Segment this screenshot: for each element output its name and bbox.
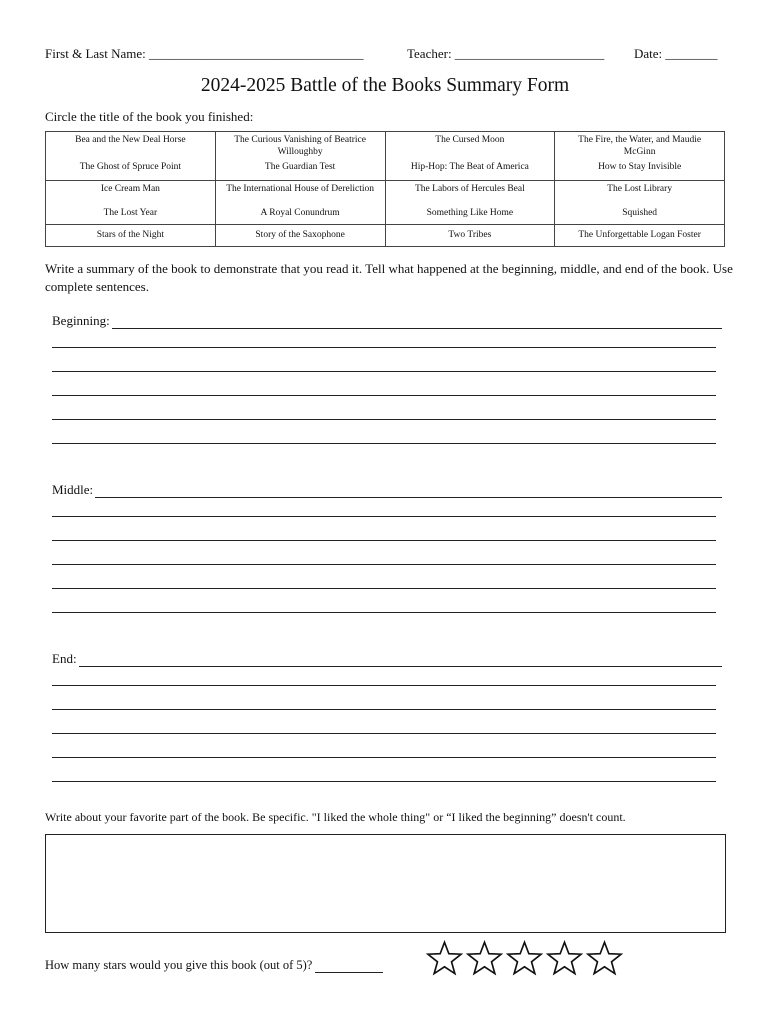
answer-line[interactable]	[52, 612, 716, 613]
answer-line[interactable]	[79, 654, 722, 667]
book-title-cell[interactable]: The International House of Dereliction	[215, 180, 385, 205]
middle-line[interactable]	[52, 482, 722, 498]
end-label: End:	[52, 651, 77, 666]
book-title-cell[interactable]: Hip-Hop: The Beat of America	[385, 159, 555, 180]
book-title-cell[interactable]: Squished	[555, 205, 725, 224]
book-title-cell[interactable]: The Lost Year	[46, 205, 216, 224]
book-title-cell[interactable]: The Cursed Moon	[385, 132, 555, 160]
book-title-cell[interactable]: The Fire, the Water, and Maudie McGinn	[555, 132, 725, 160]
answer-line[interactable]	[52, 757, 716, 758]
star-outline-icon[interactable]	[466, 940, 503, 976]
name-field[interactable]: First & Last Name: _________________________________	[45, 46, 364, 61]
answer-line[interactable]	[52, 419, 716, 420]
book-title-cell[interactable]: Stars of the Night	[46, 224, 216, 246]
book-title-cell[interactable]: The Unforgettable Logan Foster	[555, 224, 725, 246]
answer-line[interactable]	[52, 564, 716, 565]
answer-line[interactable]	[52, 540, 716, 541]
table-row	[46, 224, 725, 246]
end-line[interactable]	[52, 651, 722, 667]
teacher-field[interactable]: Teacher: _______________________	[407, 46, 605, 61]
star-outline-icon[interactable]	[506, 940, 543, 976]
answer-line[interactable]	[52, 733, 716, 734]
star-rating	[426, 940, 623, 976]
book-title-cell[interactable]: Something Like Home	[385, 205, 555, 224]
table-row	[46, 180, 725, 205]
book-title-cell[interactable]: How to Stay Invisible	[555, 159, 725, 180]
summary-instruction: Write a summary of the book to demonstrate that you read it. Tell what happened at the beginning, middle, and end of the book. Use complete sentences.	[45, 261, 733, 294]
book-title-cell[interactable]: The Lost Library	[555, 180, 725, 205]
star-outline-icon[interactable]	[586, 940, 623, 976]
book-title-cell[interactable]: Story of the Saxophone	[215, 224, 385, 246]
answer-line[interactable]	[52, 371, 716, 372]
star-count-blank[interactable]	[315, 960, 383, 973]
answer-line[interactable]	[52, 685, 716, 686]
date-field[interactable]: Date: ________	[634, 46, 718, 61]
answer-line[interactable]	[52, 516, 716, 517]
answer-line[interactable]	[52, 395, 716, 396]
star-rating-label: How many stars would you give this book (out of 5)?	[45, 958, 313, 972]
middle-label: Middle:	[52, 482, 94, 497]
book-title-cell[interactable]: The Labors of Hercules Beal	[385, 180, 555, 205]
book-title-cell[interactable]: The Curious Vanishing of Beatrice Willoughby	[215, 132, 385, 160]
answer-line[interactable]	[52, 781, 716, 782]
answer-line[interactable]	[52, 588, 716, 589]
answer-line[interactable]	[52, 709, 716, 710]
book-title-cell[interactable]: Two Tribes	[385, 224, 555, 246]
star-rating-question[interactable]	[45, 958, 383, 973]
circle-instruction: Circle the title of the book you finished:	[45, 109, 254, 124]
book-title-cell[interactable]: A Royal Conundrum	[215, 205, 385, 224]
book-title-cell[interactable]: The Guardian Test	[215, 159, 385, 180]
book-title-table	[45, 131, 725, 247]
star-outline-icon[interactable]	[426, 940, 463, 976]
answer-line[interactable]	[52, 347, 716, 348]
star-outline-icon[interactable]	[546, 940, 583, 976]
table-row	[46, 132, 725, 160]
answer-line[interactable]	[95, 485, 722, 498]
table-row	[46, 159, 725, 180]
answer-line[interactable]	[112, 316, 722, 329]
answer-line[interactable]	[52, 443, 716, 444]
beginning-label: Beginning:	[52, 313, 110, 328]
form-title: 2024-2025 Battle of the Books Summary Form	[200, 75, 570, 96]
beginning-line[interactable]	[52, 313, 722, 329]
book-title-cell[interactable]: The Ghost of Spruce Point	[46, 159, 216, 180]
favorite-part-prompt: Write about your favorite part of the book. Be specific. "I liked the whole thing" or “I liked the beginning” doesn't count.	[45, 810, 626, 824]
book-title-cell[interactable]: Ice Cream Man	[46, 180, 216, 205]
book-title-cell[interactable]: Bea and the New Deal Horse	[46, 132, 216, 160]
favorite-part-answer-box[interactable]	[45, 834, 726, 933]
table-row	[46, 205, 725, 224]
